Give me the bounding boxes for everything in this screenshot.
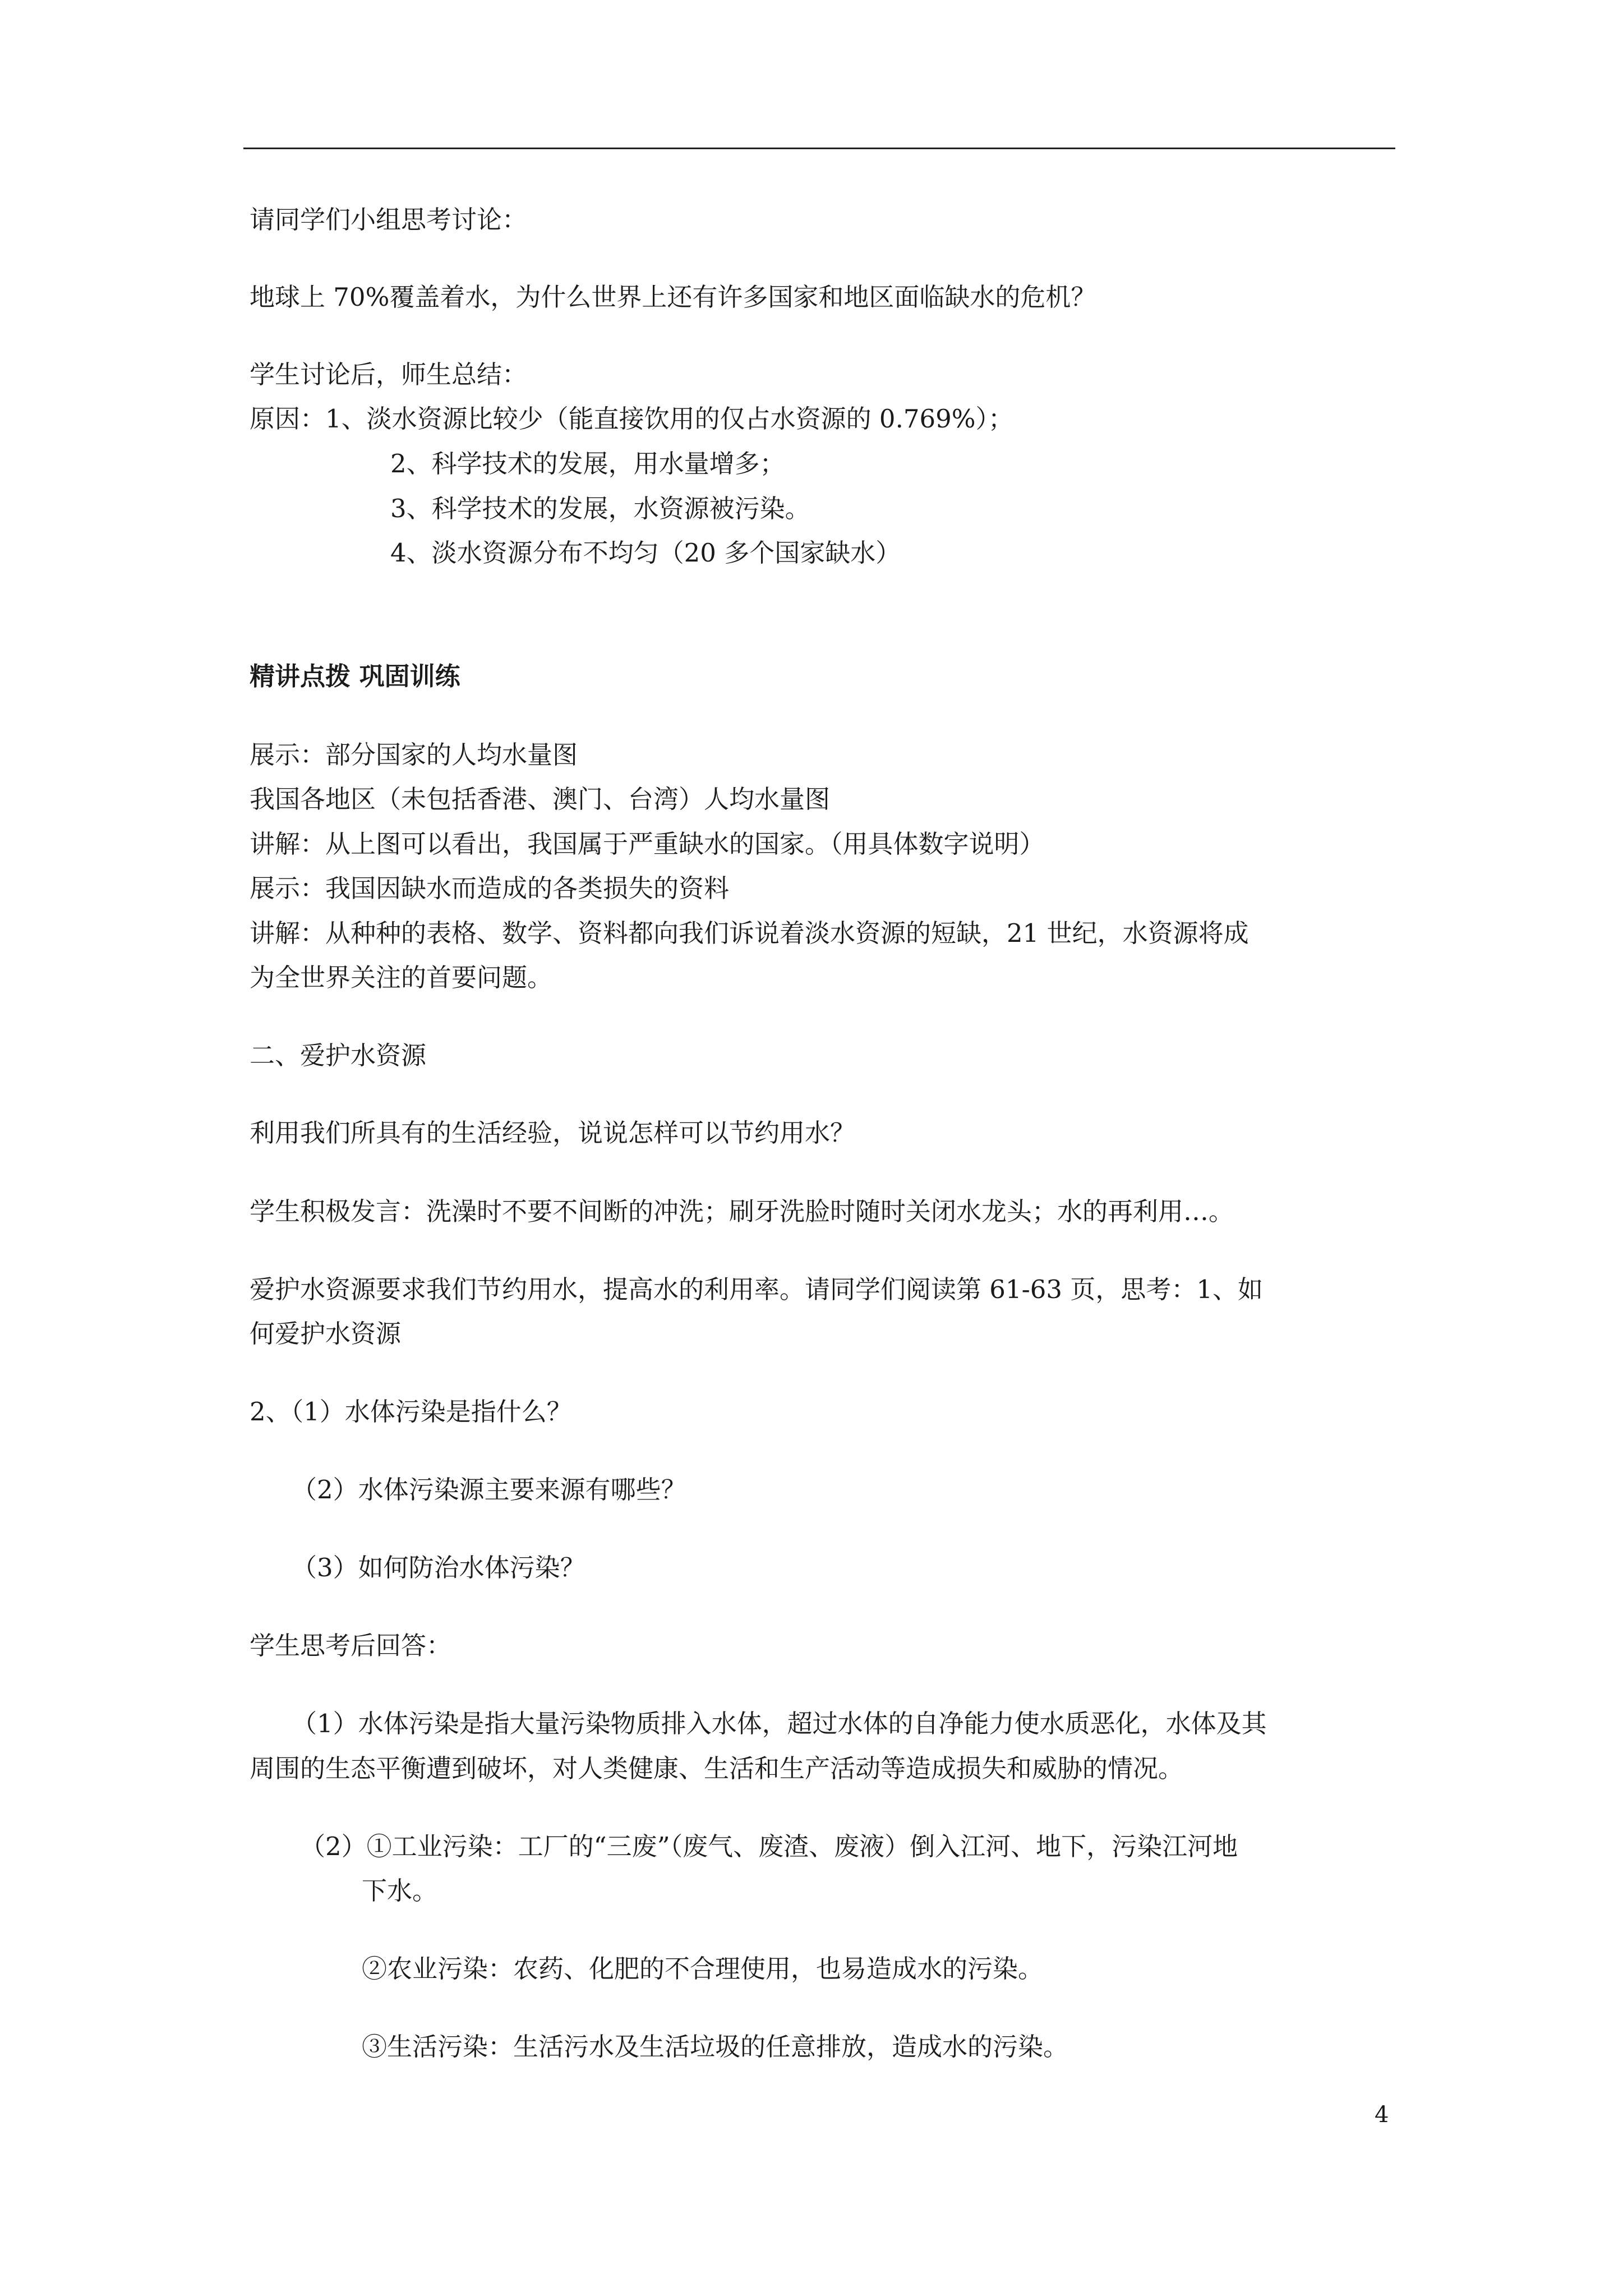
question-item: 2、（1）水体污染是指什么？ <box>250 1397 572 1427</box>
text-line: 学生讨论后，师生总结： <box>250 360 528 389</box>
answer-line: 周围的生态平衡遭到破坏，对人类健康、生活和生产活动等造成损失和威胁的情况。 <box>250 1754 1184 1783</box>
text-line: 展示：我国因缺水而造成的各类损失的资料 <box>250 873 730 903</box>
text-line: 地球上 70%覆盖着水，为什么世界上还有许多国家和地区面临缺水的危机？ <box>250 282 1096 312</box>
text-line: 3、科学技术的发展，水资源被污染。 <box>390 494 810 523</box>
answer-line: ②农业污染：农药、化肥的不合理使用，也易造成水的污染。 <box>362 1954 1044 1984</box>
header-rule <box>243 148 1395 149</box>
answer-line: 下水。 <box>362 1876 438 1906</box>
text-line: 我国各地区（未包括香港、澳门、台湾）人均水量图 <box>250 784 831 814</box>
text-line: 学生思考后回答： <box>250 1631 452 1660</box>
answer-line: ③生活污染：生活污水及生活垃圾的任意排放，造成水的污染。 <box>362 2032 1069 2062</box>
section-heading: 二、爱护水资源 <box>250 1041 427 1070</box>
text-line: 原因：1、淡水资源比较少（能直接饮用的仅占水资源的 0.769%）； <box>250 404 1014 434</box>
question-item: （2）水体污染源主要来源有哪些？ <box>292 1475 686 1504</box>
text-line: 爱护水资源要求我们节约用水，提高水的利用率。请同学们阅读第 61-63 页，思考：1、如 <box>250 1274 1263 1304</box>
question-item: （3）如何防治水体污染？ <box>292 1553 585 1582</box>
text-line: 学生积极发言：洗澡时不要不间断的冲洗；刷牙洗脸时随时关闭水龙头；水的再利用…。 <box>250 1197 1234 1226</box>
text-line: 何爱护水资源 <box>250 1319 402 1349</box>
text-line: 讲解：从上图可以看出，我国属于严重缺水的国家。（用具体数字说明） <box>250 829 1045 859</box>
text-line: 展示：部分国家的人均水量图 <box>250 740 578 770</box>
section-heading: 精讲点拨 巩固训练 <box>250 661 460 691</box>
answer-line: （2）①工业污染：工厂的“三废”（废气、废渣、废液）倒入江河、地下，污染江河地 <box>300 1832 1238 1861</box>
text-line: 4、淡水资源分布不均匀（20 多个国家缺水） <box>390 538 901 568</box>
text-line: 为全世界关注的首要问题。 <box>250 963 553 992</box>
answer-line: （1）水体污染是指大量污染物质排入水体，超过水体的自净能力使水质恶化，水体及其 <box>292 1709 1267 1738</box>
text-line: 请同学们小组思考讨论： <box>250 205 528 234</box>
text-line: 利用我们所具有的生活经验，说说怎样可以节约用水？ <box>250 1118 856 1148</box>
page-number: 4 <box>1375 2102 1389 2128</box>
text-line: 讲解：从种种的表格、数学、资料都向我们诉说着淡水资源的短缺，21 世纪，水资源将成 <box>250 918 1249 948</box>
text-line: 2、科学技术的发展，用水量增多； <box>390 449 785 478</box>
